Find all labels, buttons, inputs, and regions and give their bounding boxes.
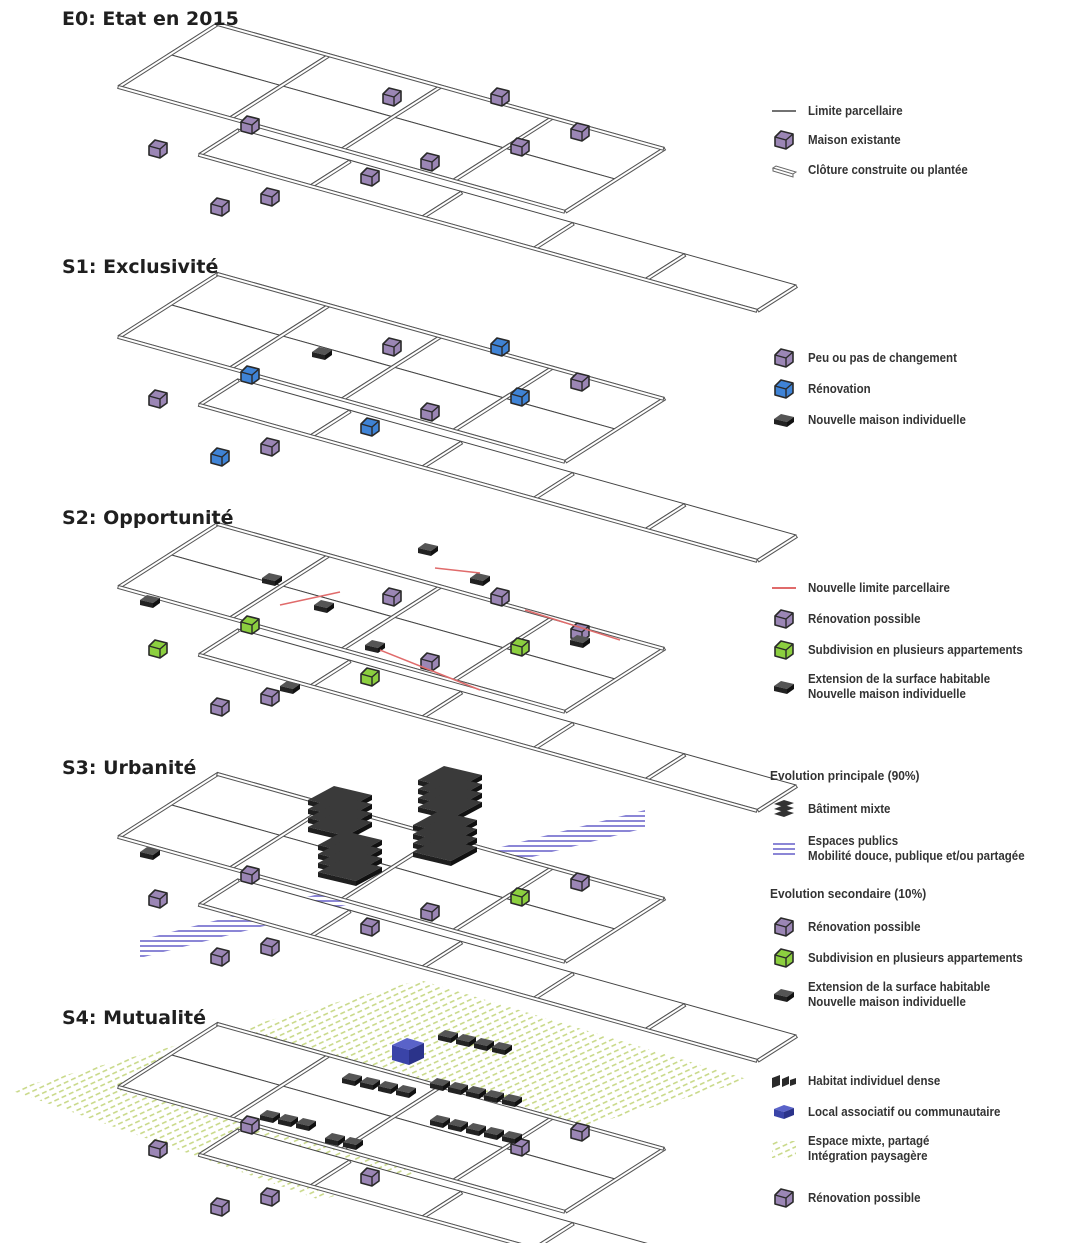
house-icon: [211, 1198, 229, 1216]
legend-line-2: Nouvelle maison individuelle: [808, 687, 966, 701]
legend-label: Clôture construite ou plantée: [808, 162, 968, 177]
house-icon: [511, 638, 529, 656]
legend-item: [770, 916, 930, 938]
house-icon: [241, 116, 259, 134]
panel-title-s1: S1: Exclusivité: [62, 256, 219, 278]
fence-icon: [770, 159, 798, 181]
legend-label: Limite parcellaire: [808, 103, 903, 118]
house-icon: [421, 403, 439, 421]
legend-item: [770, 639, 1041, 661]
legend-item: [770, 129, 909, 151]
stack-building-icon: [770, 798, 798, 820]
legend-item: [770, 947, 1041, 969]
legend-line-1: Extension de la surface habitable: [808, 980, 991, 994]
house-icon: [511, 888, 529, 906]
new-block-icon: [418, 543, 438, 556]
purple-house-icon: [770, 608, 798, 630]
legend-label: Peu ou pas de changement: [808, 350, 957, 365]
legend-item: [770, 672, 1006, 702]
house-icon: [241, 1116, 259, 1134]
legend-heading: Evolution principale (90%): [770, 768, 920, 783]
black-block-icon: [770, 409, 798, 431]
green-house-icon: [770, 639, 798, 661]
house-icon: [361, 418, 379, 436]
purple-house-icon: [770, 916, 798, 938]
house-icon: [211, 198, 229, 216]
legend-item: [770, 378, 876, 400]
legend-item: [770, 1187, 930, 1209]
house-icon: [149, 140, 167, 158]
house-icon: [149, 1140, 167, 1158]
new-block-icon: [470, 573, 490, 586]
legend-item: [770, 980, 1006, 1010]
legend-label: [808, 1134, 929, 1164]
dense-housing-icon: [770, 1070, 798, 1092]
legend-label: [808, 980, 990, 1010]
house-icon: [361, 918, 379, 936]
panel-title-s2: S2: Opportunité: [62, 507, 234, 529]
house-icon: [149, 890, 167, 908]
legend-line-2: Nouvelle maison individuelle: [808, 995, 966, 1009]
black-block-icon: [770, 984, 798, 1006]
house-icon: [241, 616, 259, 634]
legend-label: Maison existante: [808, 132, 901, 147]
legend-label: Rénovation possible: [808, 1190, 921, 1205]
purple-house-icon: [770, 1187, 798, 1209]
house-icon: [571, 873, 589, 891]
house-icon: [421, 653, 439, 671]
legend-line-2: Intégration paysagère: [808, 1149, 928, 1163]
house-icon: [491, 88, 509, 106]
legend-label: Habitat individuel dense: [808, 1073, 941, 1088]
legend-label: [808, 834, 1025, 864]
house-icon: [421, 903, 439, 921]
legend-line-1: Extension de la surface habitable: [808, 672, 991, 686]
legend-item: [770, 1070, 952, 1092]
house-icon: [261, 688, 279, 706]
house-icon: [211, 948, 229, 966]
house-icon: [361, 168, 379, 186]
red-line-icon: [770, 577, 798, 599]
legend-line-1: Espace mixte, partagé: [808, 1134, 930, 1148]
house-icon: [421, 153, 439, 171]
house-icon: [383, 588, 401, 606]
house-icon: [571, 123, 589, 141]
house-icon: [241, 866, 259, 884]
legend-item: [770, 347, 970, 369]
house-icon: [261, 438, 279, 456]
legend-item: [770, 608, 930, 630]
purple-house-icon: [770, 129, 798, 151]
legend-heading: Evolution secondaire (10%): [770, 886, 927, 901]
legend-item: [770, 798, 898, 820]
legend-item: [770, 577, 962, 599]
black-block-icon: [770, 676, 798, 698]
house-icon: [491, 588, 509, 606]
green-house-icon: [770, 947, 798, 969]
panel-title-s3: S3: Urbanité: [62, 757, 197, 779]
hatch-green-icon: [770, 1138, 798, 1160]
legend-label: Nouvelle limite parcellaire: [808, 580, 950, 595]
legend-item: [770, 159, 982, 181]
legend-item: [770, 100, 911, 122]
panel-title-s4: S4: Mutualité: [62, 1007, 206, 1029]
community-building-icon: [770, 1101, 798, 1123]
legend-label: Rénovation possible: [808, 919, 921, 934]
house-icon: [149, 390, 167, 408]
hatch-purple-icon: [770, 838, 798, 860]
legend-line-1: Espaces publics: [808, 834, 899, 848]
line-icon: [770, 100, 798, 122]
house-icon: [261, 1188, 279, 1206]
legend-item: [770, 1134, 940, 1164]
house-icon: [511, 388, 529, 406]
house-icon: [361, 1168, 379, 1186]
legend-label: Rénovation: [808, 381, 871, 396]
house-icon: [261, 938, 279, 956]
legend-line-2: Mobilité douce, publique et/ou partagée: [808, 849, 1025, 863]
plot-panel-0: [118, 23, 798, 313]
legend-label: [808, 672, 990, 702]
house-icon: [383, 88, 401, 106]
legend-label: Bâtiment mixte: [808, 801, 891, 816]
house-icon: [361, 668, 379, 686]
blue-house-icon: [770, 378, 798, 400]
house-icon: [261, 188, 279, 206]
house-icon: [511, 138, 529, 156]
house-icon: [571, 373, 589, 391]
legend-label: Subdivision en plusieurs appartements: [808, 642, 1023, 657]
house-icon: [149, 640, 167, 658]
house-icon: [211, 448, 229, 466]
purple-house-icon: [770, 347, 798, 369]
legend-label: Local associatif ou communautaire: [808, 1104, 1001, 1119]
legend-label: Subdivision en plusieurs appartements: [808, 950, 1023, 965]
new-limit-line: [435, 568, 480, 573]
panel-title-e0: E0: Etat en 2015: [62, 8, 239, 30]
legend-label: Nouvelle maison individuelle: [808, 412, 966, 427]
house-icon: [241, 366, 259, 384]
legend-item: [770, 834, 1043, 864]
house-icon: [211, 698, 229, 716]
house-icon: [571, 1123, 589, 1141]
legend-item: [770, 409, 980, 431]
house-icon: [383, 338, 401, 356]
legend-label: Rénovation possible: [808, 611, 921, 626]
house-icon: [491, 338, 509, 356]
plot-panel-2: [118, 523, 798, 813]
legend-item: [770, 1101, 1017, 1123]
